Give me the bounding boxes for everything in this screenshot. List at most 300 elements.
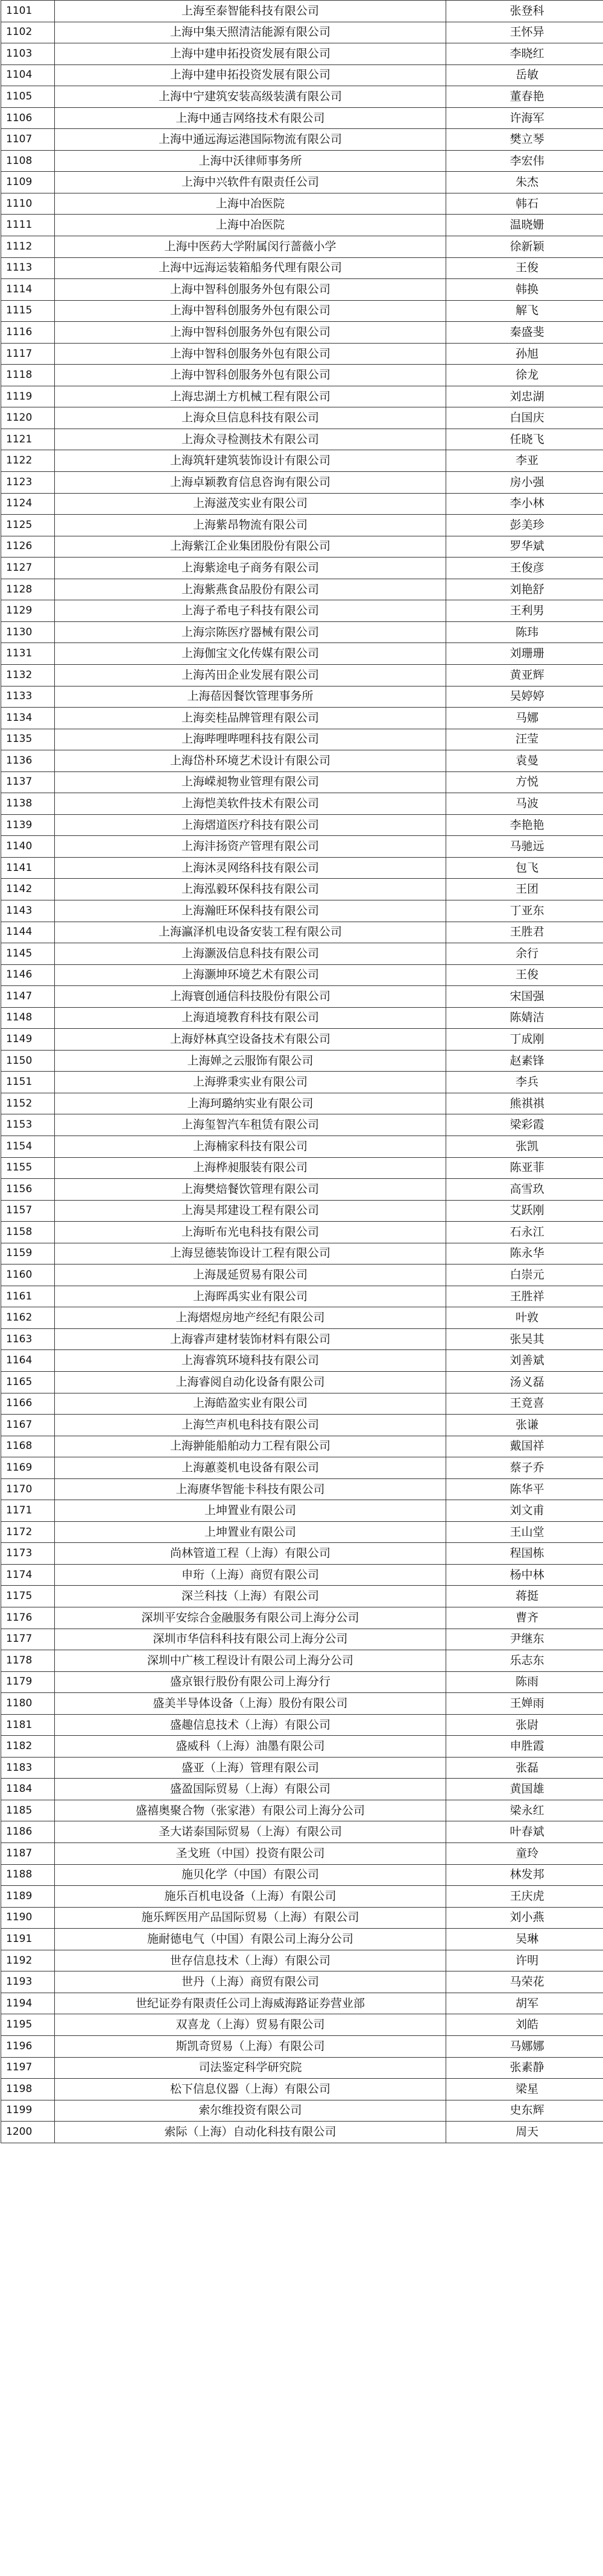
table-row xyxy=(1,793,603,815)
company-name: 上海众寻检测技术有限公司 xyxy=(55,429,446,450)
company-name: 上海中冶医院 xyxy=(55,193,446,215)
row-number: 1113 xyxy=(1,257,55,279)
company-name: 上海滋茂实业有限公司 xyxy=(55,493,446,515)
row-number: 1153 xyxy=(1,1114,55,1136)
row-number: 1115 xyxy=(1,300,55,322)
row-number: 1176 xyxy=(1,1607,55,1629)
row-number: 1188 xyxy=(1,1864,55,1886)
company-name: 施乐辉医用产品国际贸易（上海）有限公司 xyxy=(55,1907,446,1929)
row-number: 1198 xyxy=(1,2079,55,2100)
row-number: 1159 xyxy=(1,1243,55,1264)
person-name: 蒋挺 xyxy=(446,1586,603,1607)
row-number: 1142 xyxy=(1,879,55,900)
person-name: 袁曼 xyxy=(446,750,603,772)
table-row xyxy=(1,1307,603,1329)
row-number: 1109 xyxy=(1,172,55,193)
person-name: 汤义磊 xyxy=(446,1372,603,1393)
company-name: 上海中沃律师事务所 xyxy=(55,150,446,172)
row-number: 1154 xyxy=(1,1136,55,1157)
person-name: 马荣花 xyxy=(446,1971,603,1993)
person-name: 王胜祥 xyxy=(446,1286,603,1307)
table-row xyxy=(1,1650,603,1672)
company-name: 申珩（上海）商贸有限公司 xyxy=(55,1564,446,1586)
row-number: 1104 xyxy=(1,64,55,86)
person-name: 梁星 xyxy=(446,2079,603,2100)
row-number: 1175 xyxy=(1,1586,55,1607)
row-number: 1101 xyxy=(1,1,55,22)
person-name: 吴婷婷 xyxy=(446,686,603,708)
table-row xyxy=(1,1714,603,1736)
row-number: 1122 xyxy=(1,450,55,472)
company-name: 施贝化学（中国）有限公司 xyxy=(55,1864,446,1886)
table-row xyxy=(1,1264,603,1286)
person-name: 李兵 xyxy=(446,1072,603,1093)
person-name: 孙旭 xyxy=(446,343,603,365)
company-name: 盛京银行股份有限公司上海分行 xyxy=(55,1671,446,1693)
person-name: 黄亚辉 xyxy=(446,664,603,686)
table-row xyxy=(1,900,603,922)
person-name: 王山堂 xyxy=(446,1521,603,1543)
company-name: 上海蓓因餐饮管理事务所 xyxy=(55,686,446,708)
company-name: 上海中兴软件有限责任公司 xyxy=(55,172,446,193)
table-row xyxy=(1,1328,603,1350)
row-number: 1195 xyxy=(1,2014,55,2036)
roster-table xyxy=(1,0,603,2143)
table-row xyxy=(1,1050,603,1072)
company-name: 上海珂璐纳实业有限公司 xyxy=(55,1093,446,1114)
person-name: 罗华斌 xyxy=(446,536,603,558)
table-row xyxy=(1,215,603,236)
table-row xyxy=(1,407,603,429)
company-name: 上海睿筑环境科技有限公司 xyxy=(55,1350,446,1372)
person-name: 岳敏 xyxy=(446,64,603,86)
person-name: 陈永华 xyxy=(446,1243,603,1264)
person-name: 刘善斌 xyxy=(446,1350,603,1372)
person-name: 徐新颖 xyxy=(446,236,603,258)
row-number: 1200 xyxy=(1,2122,55,2143)
company-name: 世存信息技术（上海）有限公司 xyxy=(55,1950,446,1971)
person-name: 史东辉 xyxy=(446,2100,603,2122)
person-name: 张登科 xyxy=(446,1,603,22)
row-number: 1120 xyxy=(1,407,55,429)
person-name: 王俊 xyxy=(446,964,603,986)
company-name: 上海忠湖土方机械工程有限公司 xyxy=(55,386,446,407)
row-number: 1161 xyxy=(1,1286,55,1307)
row-number: 1194 xyxy=(1,1993,55,2014)
company-name: 上海昕布光电科技有限公司 xyxy=(55,1222,446,1243)
table-row xyxy=(1,1843,603,1865)
company-name: 上海中通远海运港国际物流有限公司 xyxy=(55,129,446,151)
row-number: 1174 xyxy=(1,1564,55,1586)
company-name: 上海骅秉实业有限公司 xyxy=(55,1072,446,1093)
company-name: 上海众旦信息科技有限公司 xyxy=(55,407,446,429)
person-name: 王竟喜 xyxy=(446,1393,603,1415)
table-row xyxy=(1,300,603,322)
company-name: 上海瀛泽机电设备安装工程有限公司 xyxy=(55,922,446,943)
person-name: 石永江 xyxy=(446,1222,603,1243)
table-row xyxy=(1,1136,603,1157)
row-number: 1132 xyxy=(1,664,55,686)
company-name: 上海芮田企业发展有限公司 xyxy=(55,664,446,686)
company-name: 上海紫江企业集团股份有限公司 xyxy=(55,536,446,558)
person-name: 温晓姗 xyxy=(446,215,603,236)
row-number: 1167 xyxy=(1,1415,55,1436)
table-row xyxy=(1,365,603,386)
person-name: 王胜君 xyxy=(446,922,603,943)
row-number: 1156 xyxy=(1,1179,55,1201)
company-name: 上海逍境教育科技有限公司 xyxy=(55,1007,446,1029)
table-row xyxy=(1,1800,603,1821)
person-name: 宋国强 xyxy=(446,986,603,1008)
company-name: 上海晖禹实业有限公司 xyxy=(55,1286,446,1307)
person-name: 尹继东 xyxy=(446,1629,603,1650)
person-name: 曹齐 xyxy=(446,1607,603,1629)
row-number: 1108 xyxy=(1,150,55,172)
table-row xyxy=(1,1500,603,1522)
company-name: 圣戈班（中国）投资有限公司 xyxy=(55,1843,446,1865)
table-row xyxy=(1,2100,603,2122)
company-name: 上海恺美软件技术有限公司 xyxy=(55,793,446,815)
person-name: 蔡子乔 xyxy=(446,1457,603,1479)
row-number: 1158 xyxy=(1,1222,55,1243)
company-name: 深兰科技（上海）有限公司 xyxy=(55,1586,446,1607)
company-name: 上海婵之云服饰有限公司 xyxy=(55,1050,446,1072)
row-number: 1114 xyxy=(1,279,55,301)
row-number: 1190 xyxy=(1,1907,55,1929)
table-row xyxy=(1,429,603,450)
table-row xyxy=(1,1,603,22)
row-number: 1186 xyxy=(1,1821,55,1843)
company-name: 上海紫昂物流有限公司 xyxy=(55,515,446,536)
table-row xyxy=(1,1093,603,1114)
person-name: 梁永红 xyxy=(446,1800,603,1821)
table-row xyxy=(1,1543,603,1565)
row-number: 1143 xyxy=(1,900,55,922)
table-row xyxy=(1,515,603,536)
table-row xyxy=(1,1007,603,1029)
company-name: 上海中远海运装箱船务代理有限公司 xyxy=(55,257,446,279)
row-number: 1134 xyxy=(1,708,55,729)
person-name: 方悦 xyxy=(446,771,603,793)
row-number: 1160 xyxy=(1,1264,55,1286)
person-name: 马驰远 xyxy=(446,836,603,858)
table-row xyxy=(1,43,603,65)
table-row xyxy=(1,536,603,558)
person-name: 叶敦 xyxy=(446,1307,603,1329)
table-row xyxy=(1,22,603,43)
person-name: 丁成刚 xyxy=(446,1029,603,1051)
company-name: 上海晟延贸易有限公司 xyxy=(55,1264,446,1286)
roster-body xyxy=(1,1,603,2143)
row-number: 1126 xyxy=(1,536,55,558)
table-row xyxy=(1,472,603,494)
table-row xyxy=(1,1415,603,1436)
person-name: 刘艳舒 xyxy=(446,579,603,600)
person-name: 韩石 xyxy=(446,193,603,215)
table-row xyxy=(1,814,603,836)
person-name: 刘小燕 xyxy=(446,1907,603,1929)
company-name: 上海樊焙餐饮管理有限公司 xyxy=(55,1179,446,1201)
company-name: 盛美半导体设备（上海）股份有限公司 xyxy=(55,1693,446,1715)
person-name: 陈婧洁 xyxy=(446,1007,603,1029)
person-name: 李亚 xyxy=(446,450,603,472)
row-number: 1119 xyxy=(1,386,55,407)
row-number: 1150 xyxy=(1,1050,55,1072)
row-number: 1180 xyxy=(1,1693,55,1715)
table-row xyxy=(1,64,603,86)
table-row xyxy=(1,729,603,750)
row-number: 1170 xyxy=(1,1478,55,1500)
person-name: 丁亚东 xyxy=(446,900,603,922)
company-name: 世纪证券有限责任公司上海威海路证券营业部 xyxy=(55,1993,446,2014)
company-name: 上海睿声建材装饰材料有限公司 xyxy=(55,1328,446,1350)
company-name: 上海哔哩哔哩科技有限公司 xyxy=(55,729,446,750)
company-name: 上海伽宝文化传媒有限公司 xyxy=(55,643,446,665)
company-name: 索尔维投资有限公司 xyxy=(55,2100,446,2122)
company-name: 上海昱德装饰设计工程有限公司 xyxy=(55,1243,446,1264)
table-row xyxy=(1,107,603,129)
company-name: 上海中医药大学附属闵行蔷薇小学 xyxy=(55,236,446,258)
table-row xyxy=(1,643,603,665)
row-number: 1137 xyxy=(1,771,55,793)
person-name: 秦盛斐 xyxy=(446,322,603,344)
person-name: 张尉 xyxy=(446,1714,603,1736)
company-name: 上海翀能船舶动力工程有限公司 xyxy=(55,1436,446,1457)
company-name: 上海紫燕食品股份有限公司 xyxy=(55,579,446,600)
row-number: 1118 xyxy=(1,365,55,386)
table-row xyxy=(1,579,603,600)
table-row xyxy=(1,172,603,193)
person-name: 王俊 xyxy=(446,257,603,279)
table-row xyxy=(1,1029,603,1051)
row-number: 1196 xyxy=(1,2035,55,2057)
table-row xyxy=(1,1950,603,1971)
table-row xyxy=(1,1671,603,1693)
company-name: 上海中建申拓投资发展有限公司 xyxy=(55,64,446,86)
table-row xyxy=(1,1350,603,1372)
table-row xyxy=(1,1607,603,1629)
table-row xyxy=(1,236,603,258)
person-name: 王利男 xyxy=(446,600,603,622)
person-name: 张吴其 xyxy=(446,1328,603,1350)
company-name: 上海沣扬资产管理有限公司 xyxy=(55,836,446,858)
row-number: 1191 xyxy=(1,1929,55,1950)
company-name: 上海中智科创服务外包有限公司 xyxy=(55,322,446,344)
company-name: 世丹（上海）商贸有限公司 xyxy=(55,1971,446,1993)
person-name: 马娜 xyxy=(446,708,603,729)
table-row xyxy=(1,1286,603,1307)
table-row xyxy=(1,386,603,407)
table-row xyxy=(1,600,603,622)
table-row xyxy=(1,2014,603,2036)
company-name: 上海中智科创服务外包有限公司 xyxy=(55,279,446,301)
table-row xyxy=(1,2122,603,2143)
person-name: 许明 xyxy=(446,1950,603,1971)
person-name: 李艳艳 xyxy=(446,814,603,836)
row-number: 1135 xyxy=(1,729,55,750)
row-number: 1107 xyxy=(1,129,55,151)
person-name: 马娜娜 xyxy=(446,2035,603,2057)
company-name: 上海泓毅环保科技有限公司 xyxy=(55,879,446,900)
table-row xyxy=(1,1779,603,1800)
company-name: 上海奕桂品牌管理有限公司 xyxy=(55,708,446,729)
company-name: 上海紫途电子商务有限公司 xyxy=(55,558,446,579)
person-name: 刘文甫 xyxy=(446,1500,603,1522)
person-name: 余行 xyxy=(446,943,603,965)
table-row xyxy=(1,1693,603,1715)
person-name: 王婵雨 xyxy=(446,1693,603,1715)
table-row xyxy=(1,771,603,793)
company-name: 深圳平安综合金融服务有限公司上海分公司 xyxy=(55,1607,446,1629)
row-number: 1193 xyxy=(1,1971,55,1993)
row-number: 1165 xyxy=(1,1372,55,1393)
company-name: 深圳市华信科科技有限公司上海分公司 xyxy=(55,1629,446,1650)
company-name: 上海中建申拓投资发展有限公司 xyxy=(55,43,446,65)
person-name: 陈亚菲 xyxy=(446,1157,603,1179)
table-row xyxy=(1,322,603,344)
row-number: 1117 xyxy=(1,343,55,365)
person-name: 包飞 xyxy=(446,857,603,879)
table-row xyxy=(1,922,603,943)
person-name: 李晓红 xyxy=(446,43,603,65)
company-name: 上海桦昶服装有限公司 xyxy=(55,1157,446,1179)
row-number: 1173 xyxy=(1,1543,55,1565)
table-row xyxy=(1,1243,603,1264)
table-row xyxy=(1,1222,603,1243)
person-name: 吴琳 xyxy=(446,1929,603,1950)
table-row xyxy=(1,1114,603,1136)
row-number: 1136 xyxy=(1,750,55,772)
table-row xyxy=(1,343,603,365)
row-number: 1168 xyxy=(1,1436,55,1457)
company-name: 上海中通吉网络技术有限公司 xyxy=(55,107,446,129)
table-row xyxy=(1,2057,603,2079)
row-number: 1128 xyxy=(1,579,55,600)
person-name: 黄国雄 xyxy=(446,1779,603,1800)
row-number: 1152 xyxy=(1,1093,55,1114)
person-name: 王俊彦 xyxy=(446,558,603,579)
company-name: 上海中智科创服务外包有限公司 xyxy=(55,300,446,322)
table-row xyxy=(1,1521,603,1543)
company-name: 斯凯奇贸易（上海）有限公司 xyxy=(55,2035,446,2057)
row-number: 1127 xyxy=(1,558,55,579)
table-row xyxy=(1,1993,603,2014)
table-row xyxy=(1,1157,603,1179)
company-name: 盛威科（上海）油墨有限公司 xyxy=(55,1736,446,1758)
table-row xyxy=(1,558,603,579)
table-row xyxy=(1,750,603,772)
table-row xyxy=(1,964,603,986)
row-number: 1177 xyxy=(1,1629,55,1650)
person-name: 梁彩霞 xyxy=(446,1114,603,1136)
row-number: 1133 xyxy=(1,686,55,708)
person-name: 陈华平 xyxy=(446,1478,603,1500)
row-number: 1103 xyxy=(1,43,55,65)
table-row xyxy=(1,86,603,108)
person-name: 房小强 xyxy=(446,472,603,494)
row-number: 1138 xyxy=(1,793,55,815)
person-name: 马波 xyxy=(446,793,603,815)
company-name: 上海蕙菱机电设备有限公司 xyxy=(55,1457,446,1479)
person-name: 樊立琴 xyxy=(446,129,603,151)
person-name: 张素静 xyxy=(446,2057,603,2079)
person-name: 汪莹 xyxy=(446,729,603,750)
row-number: 1102 xyxy=(1,22,55,43)
table-row xyxy=(1,1586,603,1607)
company-name: 深圳中广核工程设计有限公司上海分公司 xyxy=(55,1650,446,1672)
company-name: 司法鉴定科学研究院 xyxy=(55,2057,446,2079)
row-number: 1116 xyxy=(1,322,55,344)
table-row xyxy=(1,493,603,515)
row-number: 1121 xyxy=(1,429,55,450)
company-name: 上海至泰智能科技有限公司 xyxy=(55,1,446,22)
table-row xyxy=(1,943,603,965)
row-number: 1149 xyxy=(1,1029,55,1051)
company-name: 上坤置业有限公司 xyxy=(55,1521,446,1543)
row-number: 1151 xyxy=(1,1072,55,1093)
company-name: 上海中智科创服务外包有限公司 xyxy=(55,365,446,386)
person-name: 周天 xyxy=(446,2122,603,2143)
row-number: 1189 xyxy=(1,1886,55,1908)
row-number: 1148 xyxy=(1,1007,55,1029)
person-name: 张磊 xyxy=(446,1757,603,1779)
person-name: 张谦 xyxy=(446,1415,603,1436)
person-name: 董春艳 xyxy=(446,86,603,108)
person-name: 杨中林 xyxy=(446,1564,603,1586)
company-name: 上海寰创通信科技股份有限公司 xyxy=(55,986,446,1008)
table-row xyxy=(1,708,603,729)
person-name: 叶春斌 xyxy=(446,1821,603,1843)
person-name: 刘珊珊 xyxy=(446,643,603,665)
row-number: 1106 xyxy=(1,107,55,129)
company-name: 上海卓颖教育信息咨询有限公司 xyxy=(55,472,446,494)
table-row xyxy=(1,1072,603,1093)
company-name: 上海宗陈医疗器械有限公司 xyxy=(55,621,446,643)
person-name: 朱杰 xyxy=(446,172,603,193)
table-row xyxy=(1,193,603,215)
person-name: 彭美珍 xyxy=(446,515,603,536)
row-number: 1125 xyxy=(1,515,55,536)
table-row xyxy=(1,2035,603,2057)
table-row xyxy=(1,1864,603,1886)
company-name: 上海灏坤环境艺术有限公司 xyxy=(55,964,446,986)
person-name: 刘皓 xyxy=(446,2014,603,2036)
table-row xyxy=(1,1478,603,1500)
table-row xyxy=(1,1200,603,1222)
table-row xyxy=(1,836,603,858)
company-name: 上海子希电子科技有限公司 xyxy=(55,600,446,622)
row-number: 1199 xyxy=(1,2100,55,2122)
company-name: 上海灏汲信息科技有限公司 xyxy=(55,943,446,965)
company-name: 上海瀚旺环保科技有限公司 xyxy=(55,900,446,922)
person-name: 白崇元 xyxy=(446,1264,603,1286)
row-number: 1111 xyxy=(1,215,55,236)
person-name: 赵素锋 xyxy=(446,1050,603,1072)
person-name: 乐志东 xyxy=(446,1650,603,1672)
person-name: 陈雨 xyxy=(446,1671,603,1693)
company-name: 盛禧奥聚合物（张家港）有限公司上海分公司 xyxy=(55,1800,446,1821)
row-number: 1147 xyxy=(1,986,55,1008)
table-row xyxy=(1,1886,603,1908)
table-row xyxy=(1,279,603,301)
row-number: 1141 xyxy=(1,857,55,879)
row-number: 1155 xyxy=(1,1157,55,1179)
company-name: 上海沐灵网络科技有限公司 xyxy=(55,857,446,879)
person-name: 王怀异 xyxy=(446,22,603,43)
row-number: 1164 xyxy=(1,1350,55,1372)
table-row xyxy=(1,1372,603,1393)
company-name: 施耐德电气（中国）有限公司上海分公司 xyxy=(55,1929,446,1950)
